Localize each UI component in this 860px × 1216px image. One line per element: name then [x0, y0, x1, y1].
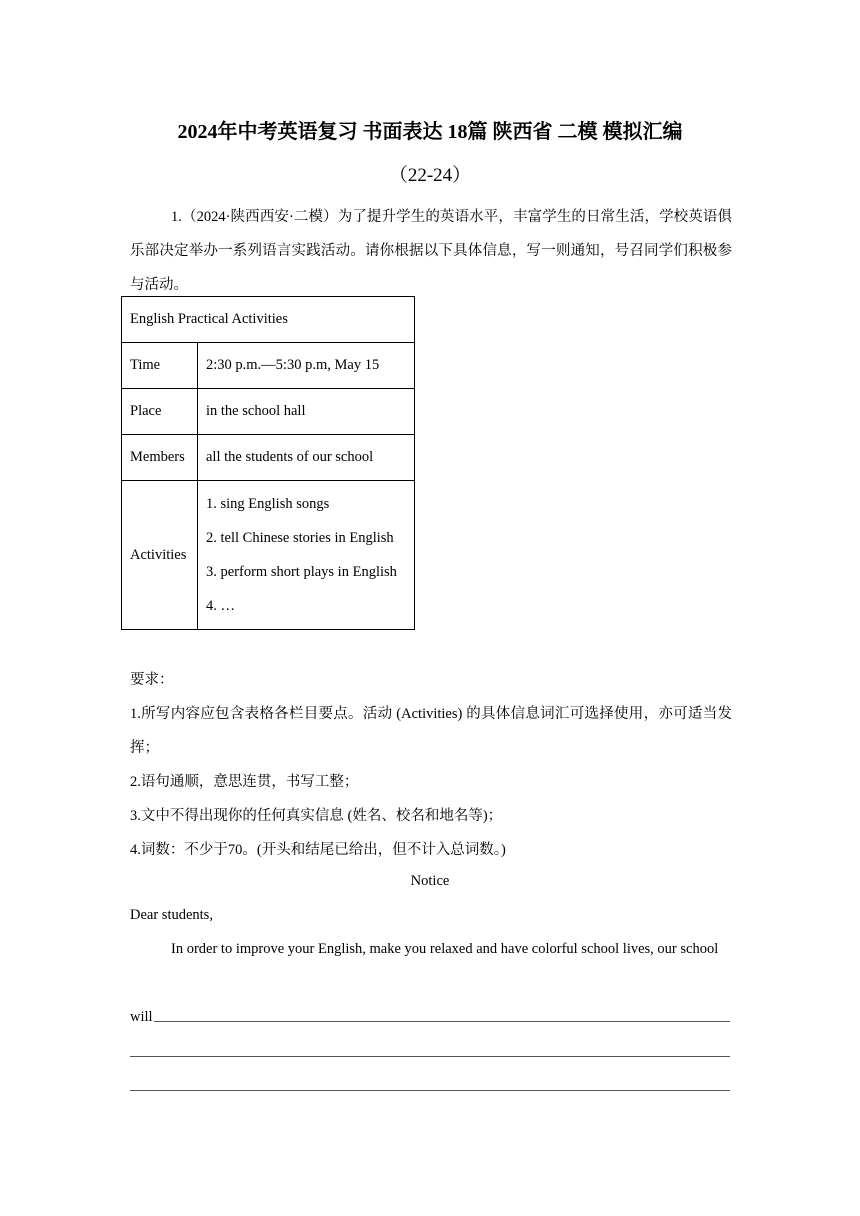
requirements-heading: 要求： — [130, 672, 174, 688]
activity-item: 1. sing English songs — [206, 496, 330, 512]
requirement-item: 1.所写内容应包含表格各栏目要点。活动 (Activities) 的具体信息词汇可选择使用，亦可适当发挥； — [130, 706, 732, 756]
table-key-activities: Activities — [122, 481, 198, 630]
activity-item: 3. perform short plays in English — [206, 564, 397, 580]
answer-line[interactable] — [130, 1090, 730, 1091]
page-title-range: （22-24） — [388, 165, 472, 186]
table-key-place: Place — [122, 389, 198, 435]
table-row — [122, 389, 415, 435]
activity-item: 2. tell Chinese stories in English — [206, 530, 394, 546]
table-value-place: in the school hall — [198, 389, 415, 435]
table-row — [122, 435, 415, 481]
table-value-members: all the students of our school — [198, 435, 415, 481]
requirement-item: 2.语句通顺，意思连贯，书写工整； — [130, 774, 359, 790]
table-key-time: Time — [122, 343, 198, 389]
notice-will: will — [130, 1009, 153, 1025]
table-value-activities — [198, 481, 415, 630]
activities-table — [121, 296, 415, 630]
activity-item: 4. … — [206, 598, 235, 614]
question-prompt: 1.（2024·陕西西安·二模）为了提升学生的英语水平，丰富学生的日常生活，学校英语俱乐部决定举办一系列语言实践活动。请你根据以下具体信息，写一则通知，号召同学们积极参与活动。 — [130, 209, 732, 293]
table-header: English Practical Activities — [122, 297, 415, 343]
requirement-item: 4.词数：不少于70。(开头和结尾已给出，但不计入总词数。) — [130, 842, 506, 858]
requirement-item: 3.文中不得出现你的任何真实信息 (姓名、校名和地名等)； — [130, 808, 503, 824]
answer-line[interactable] — [154, 1021, 730, 1022]
table-header-row — [122, 297, 415, 343]
requirements-section — [130, 663, 732, 867]
page-title: 2024年中考英语复习 书面表达 18篇 陕西省 二模 模拟汇编 — [177, 121, 683, 143]
table-key-members: Members — [122, 435, 198, 481]
notice-heading: Notice — [410, 873, 450, 889]
table-value-time: 2:30 p.m.—5:30 p.m, May 15 — [198, 343, 415, 389]
table-row-activities — [122, 481, 415, 630]
notice-body: In order to improve your English, make you relaxed and have colorful school lives, our school — [171, 941, 719, 957]
answer-line[interactable] — [130, 1056, 730, 1057]
table-row — [122, 343, 415, 389]
notice-salutation: Dear students, — [130, 907, 213, 923]
